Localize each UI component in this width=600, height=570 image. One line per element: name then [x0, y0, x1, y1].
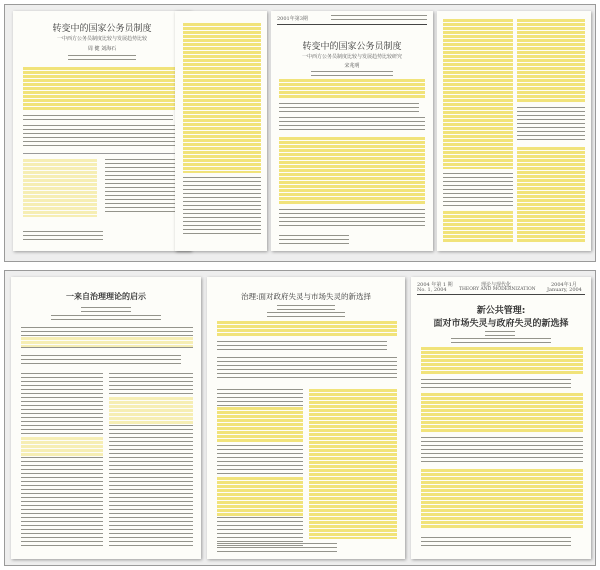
bottom-page-3-header-rule — [417, 294, 585, 295]
top-page-2-authors: 宋兆明 — [344, 63, 360, 69]
top-page-1-rule — [23, 153, 181, 154]
bottom-page-3-header-left: 2004 年第 1 期 — [417, 282, 453, 288]
bottom-page-3-body-text — [421, 437, 583, 465]
top-page-3-col2-highlight — [517, 19, 585, 103]
bottom-page-3-footnote — [421, 537, 571, 546]
top-page-1-abstract-en — [23, 125, 181, 149]
bottom-page-3-title-line1: 新公共管理: — [476, 306, 526, 316]
top-page-1-keywords — [23, 115, 173, 120]
top-page-3-col2-highlight-2 — [517, 147, 585, 243]
bottom-page-1-affil — [51, 315, 161, 320]
top-page-2-affil — [311, 71, 393, 76]
top-page-3-col1-highlight-2 — [443, 211, 513, 243]
top-page-1 — [13, 11, 191, 251]
bottom-page-2-col1-highlight-2 — [217, 477, 303, 517]
bottom-page-3-header-center: 理论与现代化 — [481, 282, 512, 288]
bottom-page-3-abstract-highlight — [421, 347, 583, 375]
top-page-1-subtitle: 一中西方公务员制度比较与发展趋势比较 — [56, 36, 147, 42]
bottom-page-2-abstract-highlight — [217, 321, 397, 337]
top-page-1-abstract-highlight — [23, 67, 181, 111]
top-page-1b-col-text — [183, 177, 261, 237]
bottom-page-3-affil — [451, 338, 551, 343]
bottom-page-1-col1-highlight — [21, 437, 103, 457]
top-page-1-body-col2 — [105, 159, 181, 215]
bottom-page-1-keywords — [21, 355, 181, 364]
bottom-page-3-header-center-en: THEORY AND MODERNIZATION — [459, 287, 536, 292]
top-comparison-panel — [4, 4, 596, 262]
top-page-2-body-text — [279, 209, 425, 227]
bottom-page-2-footnote — [217, 543, 337, 552]
bottom-page-3-body-highlight — [421, 393, 583, 433]
top-page-2-subtitle: 一中西方公务员制度比较与发展趋势比较研究 — [301, 54, 402, 60]
bottom-page-3-authors — [485, 331, 515, 336]
bottom-comparison-panel — [4, 270, 596, 566]
bottom-page-3-header-right-2: January, 2004 — [547, 287, 582, 293]
bottom-page-3-body-highlight-2 — [421, 469, 583, 529]
top-page-3-col2-text — [517, 107, 585, 143]
bottom-page-1-col1 — [21, 373, 103, 549]
bottom-page-3-title-line2: 面对市场失灵与政府失灵的新选择 — [433, 319, 569, 329]
top-page-2-header-rule — [277, 24, 427, 25]
top-page-3-col1-text — [443, 173, 513, 207]
top-page-2 — [271, 11, 433, 251]
bottom-page-3-header-left-2: No. 1, 2004 — [417, 287, 447, 293]
bottom-page-3-keywords — [421, 379, 571, 388]
top-page-2-footnote — [279, 235, 349, 244]
top-page-1-affil — [68, 55, 136, 60]
top-page-2-title: 转变中的国家公务员制度 — [302, 42, 402, 52]
bottom-page-1-abstract-highlight — [21, 337, 193, 347]
top-page-1-footnote — [23, 231, 103, 240]
top-page-3 — [437, 11, 591, 251]
top-page-3-col1-highlight — [443, 19, 513, 169]
bottom-page-2-title: 治理:面对政府失灵与市场失灵的新选择 — [240, 292, 372, 301]
bottom-page-2-col2-highlight — [309, 389, 397, 539]
bottom-page-2-authors — [277, 305, 335, 310]
bottom-page-1-authors — [81, 307, 131, 312]
bottom-page-2 — [207, 277, 405, 559]
top-page-1-title: 转变中的国家公务员制度 — [52, 24, 152, 34]
top-page-2-intro — [279, 117, 425, 133]
bottom-page-1-col2-highlight — [109, 397, 193, 425]
bottom-page-2-affil — [267, 312, 345, 317]
top-page-1-authors: 周 健 刘海石 — [87, 46, 117, 52]
bottom-page-3 — [411, 277, 591, 559]
bottom-page-1-title: 一来自治理理论的启示 — [66, 291, 146, 301]
top-page-2-keywords — [279, 103, 419, 112]
top-page-1b-col-highlight — [183, 23, 261, 173]
top-page-2-header: 2001年第3期 — [277, 16, 308, 22]
bottom-page-2-keywords — [217, 341, 387, 350]
top-page-2-header-right — [331, 15, 427, 20]
bottom-page-1 — [11, 277, 201, 559]
bottom-page-2-abstract-en — [217, 357, 397, 381]
bottom-page-3-header-right: 2004年1月 — [551, 282, 577, 288]
top-page-1-body-col1 — [23, 159, 97, 217]
top-page-2-body-highlight — [279, 137, 425, 205]
top-page-2-abstract-highlight — [279, 79, 425, 99]
top-page-1b — [175, 11, 267, 251]
bottom-page-2-col1-highlight — [217, 407, 303, 443]
